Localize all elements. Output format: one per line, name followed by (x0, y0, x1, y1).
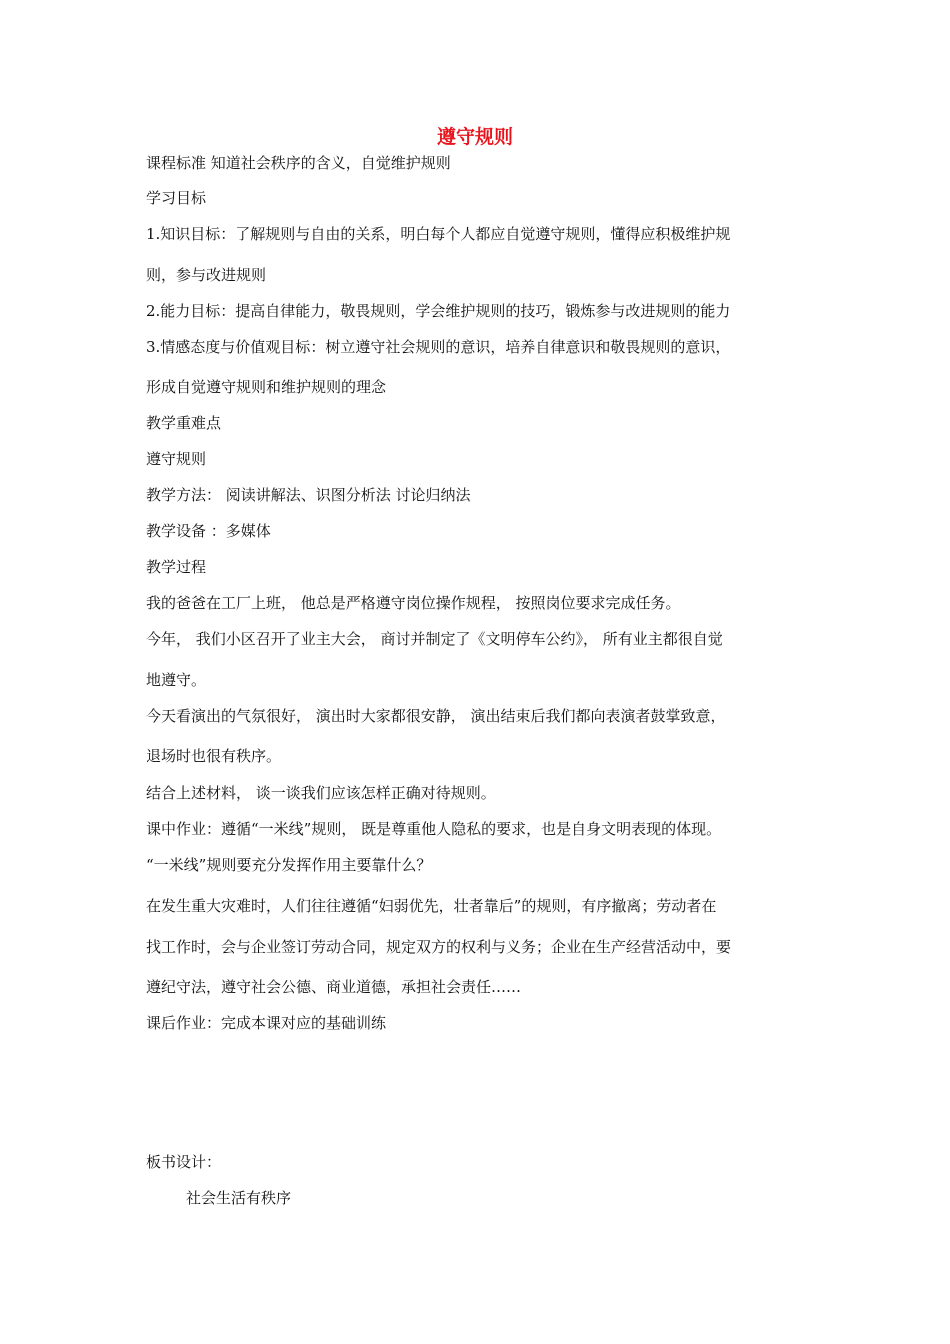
key-difficulty-text: 遵守规则 (146, 450, 207, 468)
material-3-line-2: 退场时也很有秩序。 (146, 747, 282, 765)
classwork-line-1: 课中作业：遵循“一米线”规则， 既是尊重他人隐私的要求，也是自身文明表现的体现。 (146, 820, 722, 838)
homework: 课后作业：完成本课对应的基础训练 (146, 1014, 387, 1032)
objective-ability: 2.能力目标：提高自律能力，敬畏规则，学会维护规则的技巧，锻炼参与改进规则的能力 (146, 302, 731, 320)
board-design-heading: 板书设计： (146, 1153, 222, 1171)
material-2-line-1: 今年， 我们小区召开了业主大会， 商讨并制定了《文明停车公约》， 所有业主都很自觉 (146, 630, 723, 648)
heading-learning-objectives: 学习目标 (146, 189, 207, 207)
teaching-methods: 教学方法： 阅读讲解法、识图分析法 讨论归纳法 (146, 486, 471, 504)
teaching-equipment: 教学设备 ：多媒体 (146, 522, 271, 540)
heading-teaching-process: 教学过程 (146, 558, 207, 576)
classwork-line-2: “一米线”规则要充分发挥作用主要靠什么？ (146, 856, 432, 874)
document-title: 遵守规则 (436, 126, 513, 148)
material-1: 我的爸爸在工厂上班， 他总是严格遵守岗位操作规程， 按照岗位要求完成任务。 (146, 594, 681, 612)
heading-key-difficulties: 教学重难点 (146, 414, 222, 432)
rules-paragraph-line-3: 遵纪守法，遵守社会公德、商业道德，承担社会责任…… (146, 978, 522, 996)
curriculum-standard: 课程标准 知道社会秩序的含义，自觉维护规则 (146, 154, 451, 172)
objective-emotion-line-1: 3.情感态度与价值观目标：树立遵守社会规则的意识，培养自律意识和敬畏规则的意识， (146, 338, 731, 356)
material-2-line-2: 地遵守。 (146, 671, 207, 689)
rules-paragraph-line-1: 在发生重大灾难时，人们往往遵循“妇弱优先，壮者靠后”的规则，有序撤离；劳动者在 (146, 897, 717, 915)
board-design-item: 社会生活有秩序 (186, 1189, 292, 1207)
objective-emotion-line-2: 形成自觉遵守规则和维护规则的理念 (146, 378, 387, 396)
material-3-line-1: 今天看演出的气氛很好， 演出时大家都很安静， 演出结束后我们都向表演者鼓掌致意， (146, 707, 726, 725)
discussion-question: 结合上述材料， 谈一谈我们应该怎样正确对待规则。 (146, 784, 496, 802)
objective-knowledge-line-1: 1.知识目标：了解规则与自由的关系，明白每个人都应自觉遵守规则，懂得应积极维护规 (146, 225, 731, 243)
rules-paragraph-line-2: 找工作时，会与企业签订劳动合同，规定双方的权利与义务；企业在生产经营活动中，要 (146, 938, 732, 956)
objective-knowledge-line-2: 则，参与改进规则 (146, 266, 267, 284)
